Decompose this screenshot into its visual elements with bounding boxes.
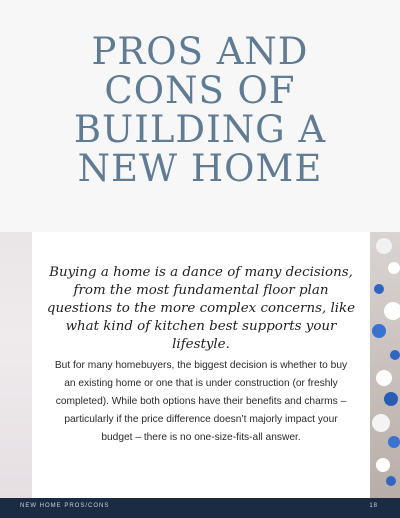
title-line: BUILDING A <box>73 108 327 151</box>
page-title <box>0 32 400 188</box>
bokeh-dot <box>388 262 400 274</box>
bokeh-dot <box>376 238 392 254</box>
bokeh-dot <box>388 436 400 448</box>
bokeh-dot <box>374 284 384 294</box>
title-line: NEW HOME <box>77 147 323 190</box>
title-line: CONS OF <box>104 69 296 112</box>
footer-section-label: NEW HOME PROS/CONS <box>20 503 110 509</box>
background-photo-left <box>0 232 32 498</box>
title-line: PROS AND <box>91 30 309 73</box>
background-photo-right <box>370 232 400 498</box>
bokeh-dot <box>390 350 400 360</box>
bokeh-dot <box>376 458 390 472</box>
content-card <box>32 232 370 498</box>
page-number: 18 <box>369 503 378 509</box>
bokeh-dot <box>376 370 392 386</box>
title-panel <box>0 0 400 232</box>
bokeh-dot <box>386 476 396 486</box>
bokeh-dot <box>384 392 398 406</box>
footer-bar <box>0 498 400 518</box>
body-paragraph: But for many homebuyers, the biggest decision is whether to buy an existing home or one that is under construction (or freshly completed). While both options have their benefits and charms – particularly if the price difference doesn’t majorly impact your budget – there is no one-size-fits-all answer. <box>54 360 348 443</box>
intro-paragraph: Buying a home is a dance of many decisions, from the most fundamental floor plan questions to the more complex concerns, like what kind of kitchen best supports your lifestyle. <box>46 265 356 352</box>
bokeh-dot <box>384 302 400 320</box>
bokeh-dot <box>372 414 390 432</box>
bokeh-dot <box>372 324 386 338</box>
